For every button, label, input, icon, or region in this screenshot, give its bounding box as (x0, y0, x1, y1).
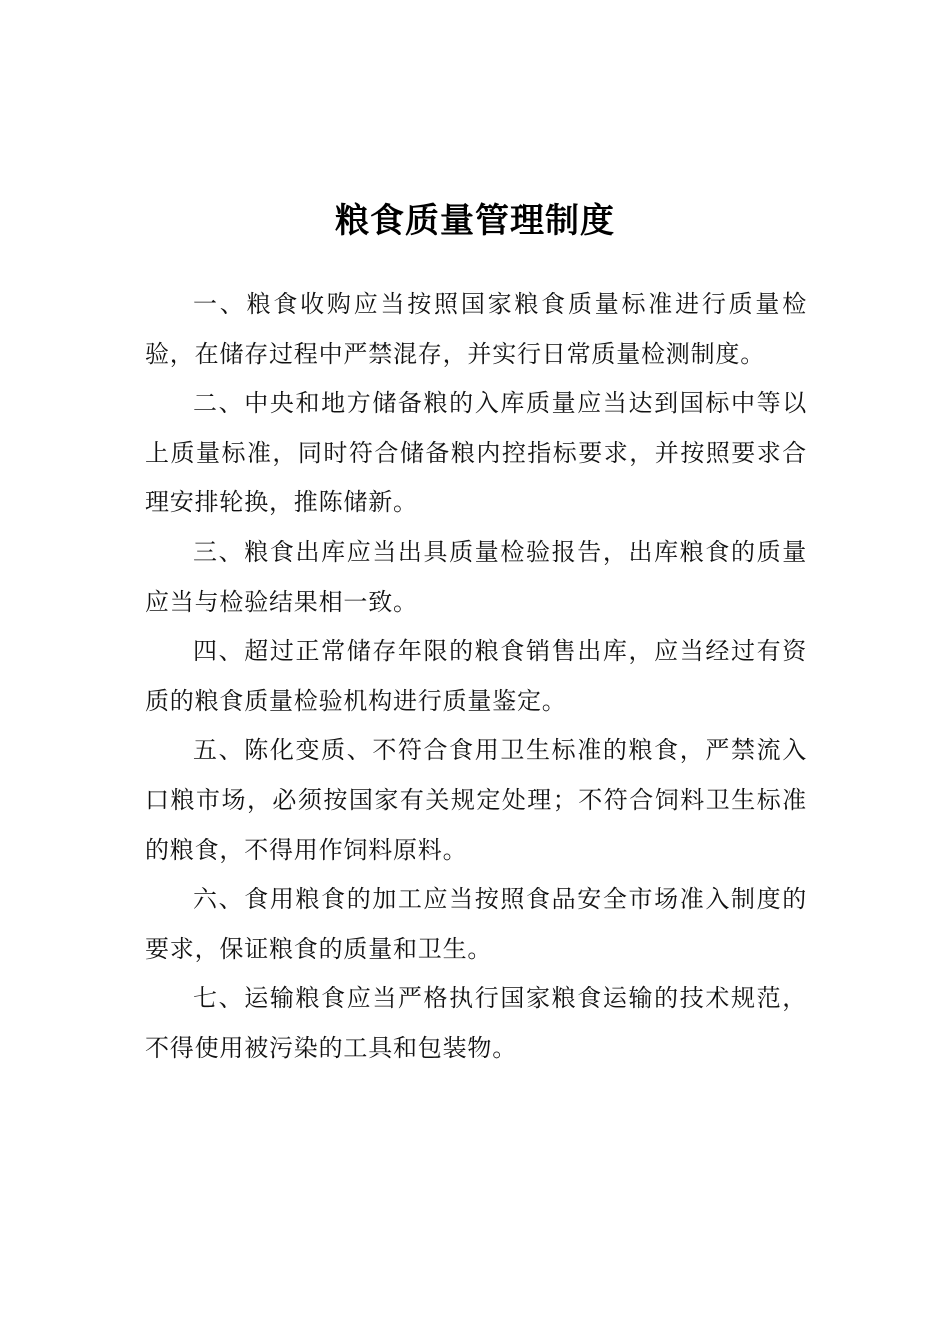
paragraph-6: 六、食用粮食的加工应当按照食品安全市场准入制度的要求，保证粮食的质量和卫生。 (145, 885, 807, 963)
paragraph-4: 四、超过正常储存年限的粮食销售出库，应当经过有资质的粮食质量检验机构进行质量鉴定。 (145, 637, 807, 715)
paragraph-5: 五、陈化变质、不符合食用卫生标准的粮食，严禁流入口粮市场，必须按国家有关规定处理；不符合饲料卫生标准的粮食，不得用作饲料原料。 (145, 736, 807, 864)
paragraph-1: 一、粮食收购应当按照国家粮食质量标准进行质量检验，在储存过程中严禁混存，并实行日常质量检测制度。 (145, 290, 807, 368)
paragraph-3: 三、粮食出库应当出具质量检验报告，出库粮食的质量应当与检验结果相一致。 (145, 537, 807, 616)
paragraph-2: 二、中央和地方储备粮的入库质量应当达到国标中等以上质量标准，同时符合储备粮内控指标要求，并按照要求合理安排轮换，推陈储新。 (145, 389, 807, 517)
paragraph-7: 七、运输粮食应当严格执行国家粮食运输的技术规范，不得使用被污染的工具和包装物。 (145, 984, 807, 1062)
document-title: 粮食质量管理制度 (335, 200, 615, 241)
document-body (145, 280, 807, 1074)
